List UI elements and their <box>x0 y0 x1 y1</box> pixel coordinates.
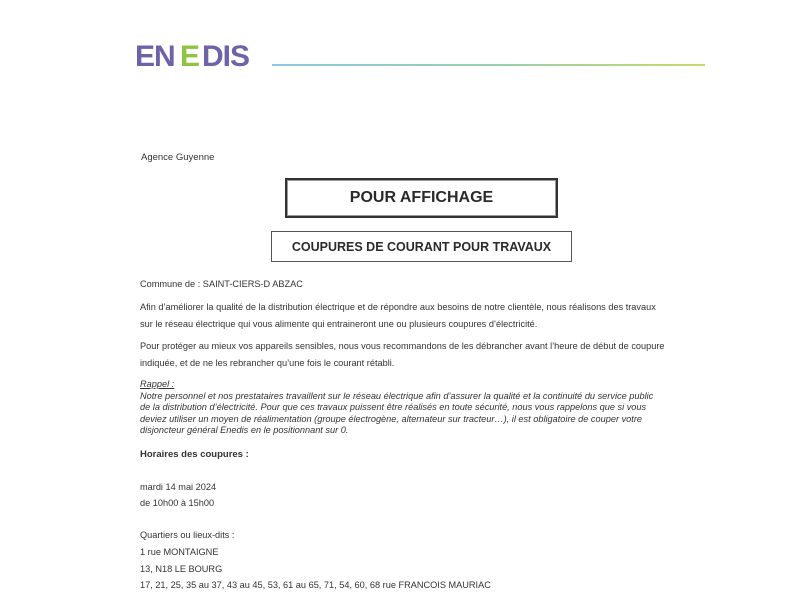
logo-divider-line <box>272 64 705 66</box>
svg-text:DIS: DIS <box>202 40 250 72</box>
outage-date: mardi 14 mai 2024 <box>140 482 217 492</box>
advice-line-2: indiquée, et de ne les rebrancher qu’une fois le courant rétabli. <box>140 358 395 368</box>
notice-subtitle: COUPURES DE COURANT POUR TRAVAUX <box>291 239 552 254</box>
outage-hours: de 10h00 à 15h00 <box>140 498 215 508</box>
area-item: 17, 21, 25, 35 au 37, 43 au 45, 53, 61 au 65, 71, 54, 60, 68 rue FRANCOIS MAURIAC <box>140 580 491 590</box>
advice-line-1: Pour protéger au mieux vos appareils sensibles, nous vous recommandons de les débrancher avant l’heure de début de coupure <box>140 341 665 351</box>
intro-line-2: sur le réseau électrique qui vous alimente qui entraineront une ou plusieurs coupures d’électricité. <box>140 319 538 329</box>
area-item: 13, N18 LE BOURG <box>140 564 223 574</box>
agency-name: Agence Guyenne <box>141 152 215 163</box>
notice-title: POUR AFFICHAGE <box>349 189 494 206</box>
enedis-logo <box>135 38 265 72</box>
areas-title: Quartiers ou lieux-dits : <box>140 530 235 540</box>
advice-paragraph <box>140 338 720 372</box>
area-item: 1 rue MONTAIGNE <box>140 547 219 557</box>
notice-title-box <box>285 178 558 218</box>
reminder-line: de la distribution d’électricité. Pour que ces travaux puissent être réalisés en toute sécurité, nous vous rappelons que si vous <box>140 402 647 412</box>
reminder-block <box>140 379 700 437</box>
enedis-logo-mark <box>135 38 265 72</box>
notice-subtitle-box <box>271 231 572 262</box>
reminder-title: Rappel : <box>140 379 175 389</box>
intro-paragraph <box>140 299 720 333</box>
svg-text:EN: EN <box>135 40 175 72</box>
commune-line: Commune de : SAINT-CIERS-D ABZAC <box>140 279 303 289</box>
reminder-line: disjoncteur général Enedis en le positionnant sur 0. <box>140 425 349 435</box>
intro-line-1: Afin d’améliorer la qualité de la distribution électrique et de répondre aux besoins de notre clientèle, nous réalisons des travaux <box>140 302 656 312</box>
reminder-line: deviez utiliser un moyen de réalimentation (groupe électrogène, alternateur sur tracteur…), il est obligatoire de couper votre <box>140 413 643 424</box>
svg-text:E: E <box>180 40 201 72</box>
reminder-line: Notre personnel et nos prestataires travaillent sur le réseau électrique afin d’assurer la qualité et la continuité du service public <box>140 390 654 401</box>
schedule-title: Horaires des coupures : <box>140 449 249 460</box>
